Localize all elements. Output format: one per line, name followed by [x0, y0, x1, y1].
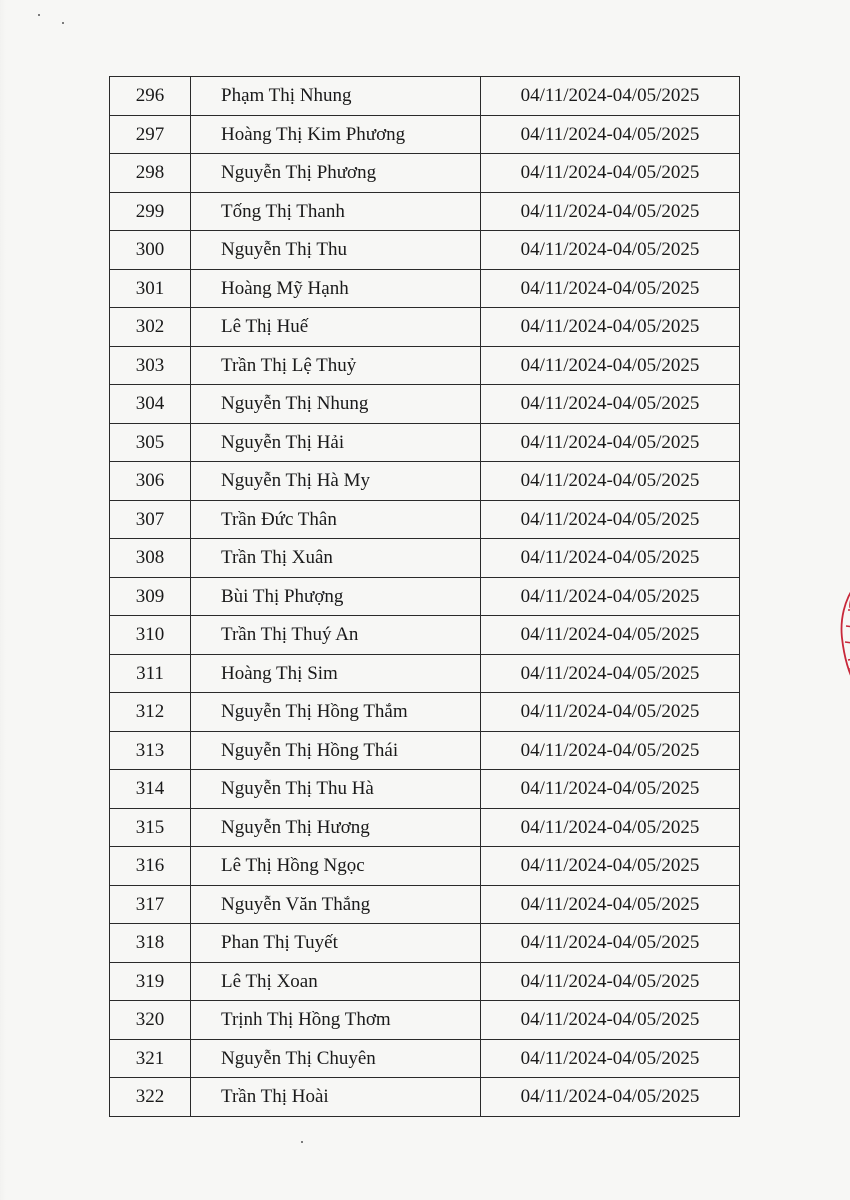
- date-range-cell: 04/11/2024-04/05/2025: [481, 693, 740, 732]
- row-number-cell: 320: [110, 1001, 191, 1040]
- row-number-cell: 301: [110, 269, 191, 308]
- full-name-cell: Trần Thị Hoài: [191, 1078, 481, 1117]
- table-row: [110, 231, 740, 270]
- row-number-cell: 317: [110, 885, 191, 924]
- row-number-cell: 322: [110, 1078, 191, 1117]
- date-range-cell: 04/11/2024-04/05/2025: [481, 115, 740, 154]
- date-range-cell: 04/11/2024-04/05/2025: [481, 1001, 740, 1040]
- row-number-cell: 305: [110, 423, 191, 462]
- row-number-cell: 321: [110, 1039, 191, 1078]
- date-range-cell: 04/11/2024-04/05/2025: [481, 269, 740, 308]
- row-number-cell: 313: [110, 731, 191, 770]
- date-range-cell: 04/11/2024-04/05/2025: [481, 192, 740, 231]
- table-row: [110, 308, 740, 347]
- row-number-cell: 310: [110, 616, 191, 655]
- full-name-cell: Phan Thị Tuyết: [191, 924, 481, 963]
- date-range-cell: 04/11/2024-04/05/2025: [481, 539, 740, 578]
- row-number-cell: 298: [110, 154, 191, 193]
- date-range-cell: 04/11/2024-04/05/2025: [481, 847, 740, 886]
- row-number-cell: 312: [110, 693, 191, 732]
- table-row: [110, 500, 740, 539]
- full-name-cell: Trần Thị Lệ Thuỷ: [191, 346, 481, 385]
- full-name-cell: Nguyễn Văn Thắng: [191, 885, 481, 924]
- row-number-cell: 309: [110, 577, 191, 616]
- full-name-cell: Trần Thị Xuân: [191, 539, 481, 578]
- full-name-cell: Nguyễn Thị Thu Hà: [191, 770, 481, 809]
- row-number-cell: 314: [110, 770, 191, 809]
- roster-table-body: [110, 77, 740, 1117]
- table-row: [110, 1078, 740, 1117]
- date-range-cell: 04/11/2024-04/05/2025: [481, 462, 740, 501]
- full-name-cell: Bùi Thị Phượng: [191, 577, 481, 616]
- table-row: [110, 770, 740, 809]
- row-number-cell: 308: [110, 539, 191, 578]
- full-name-cell: Nguyễn Thị Hải: [191, 423, 481, 462]
- table-row: [110, 385, 740, 424]
- date-range-cell: 04/11/2024-04/05/2025: [481, 770, 740, 809]
- table-row: [110, 1039, 740, 1078]
- full-name-cell: Hoàng Thị Kim Phương: [191, 115, 481, 154]
- date-range-cell: 04/11/2024-04/05/2025: [481, 654, 740, 693]
- row-number-cell: 307: [110, 500, 191, 539]
- table-row: [110, 462, 740, 501]
- scan-speck: [301, 1141, 303, 1143]
- table-row: [110, 885, 740, 924]
- table-row: [110, 539, 740, 578]
- table-row: [110, 654, 740, 693]
- roster-table: [109, 76, 740, 1117]
- table-row: [110, 693, 740, 732]
- date-range-cell: 04/11/2024-04/05/2025: [481, 808, 740, 847]
- table-row: [110, 192, 740, 231]
- red-seal-stamp-fragment-icon: [826, 580, 850, 690]
- table-row: [110, 847, 740, 886]
- table-row: [110, 577, 740, 616]
- row-number-cell: 311: [110, 654, 191, 693]
- date-range-cell: 04/11/2024-04/05/2025: [481, 577, 740, 616]
- date-range-cell: 04/11/2024-04/05/2025: [481, 962, 740, 1001]
- date-range-cell: 04/11/2024-04/05/2025: [481, 885, 740, 924]
- full-name-cell: Nguyễn Thị Hồng Thắm: [191, 693, 481, 732]
- table-row: [110, 423, 740, 462]
- scan-speck: [62, 22, 64, 24]
- row-number-cell: 303: [110, 346, 191, 385]
- date-range-cell: 04/11/2024-04/05/2025: [481, 500, 740, 539]
- row-number-cell: 302: [110, 308, 191, 347]
- roster-table-container: [109, 76, 739, 1117]
- full-name-cell: Lê Thị Xoan: [191, 962, 481, 1001]
- date-range-cell: 04/11/2024-04/05/2025: [481, 924, 740, 963]
- date-range-cell: 04/11/2024-04/05/2025: [481, 1039, 740, 1078]
- full-name-cell: Hoàng Thị Sim: [191, 654, 481, 693]
- full-name-cell: Tống Thị Thanh: [191, 192, 481, 231]
- table-row: [110, 346, 740, 385]
- full-name-cell: Nguyễn Thị Hương: [191, 808, 481, 847]
- full-name-cell: Nguyễn Thị Hà My: [191, 462, 481, 501]
- table-row: [110, 77, 740, 116]
- row-number-cell: 297: [110, 115, 191, 154]
- row-number-cell: 319: [110, 962, 191, 1001]
- row-number-cell: 315: [110, 808, 191, 847]
- table-row: [110, 154, 740, 193]
- table-row: [110, 616, 740, 655]
- date-range-cell: 04/11/2024-04/05/2025: [481, 731, 740, 770]
- full-name-cell: Lê Thị Huế: [191, 308, 481, 347]
- table-row: [110, 924, 740, 963]
- date-range-cell: 04/11/2024-04/05/2025: [481, 423, 740, 462]
- table-row: [110, 1001, 740, 1040]
- full-name-cell: Nguyễn Thị Thu: [191, 231, 481, 270]
- scan-speck: [38, 14, 40, 16]
- row-number-cell: 299: [110, 192, 191, 231]
- full-name-cell: Hoàng Mỹ Hạnh: [191, 269, 481, 308]
- table-row: [110, 808, 740, 847]
- date-range-cell: 04/11/2024-04/05/2025: [481, 154, 740, 193]
- full-name-cell: Trần Đức Thân: [191, 500, 481, 539]
- row-number-cell: 306: [110, 462, 191, 501]
- full-name-cell: Nguyễn Thị Chuyên: [191, 1039, 481, 1078]
- full-name-cell: Trịnh Thị Hồng Thơm: [191, 1001, 481, 1040]
- table-row: [110, 115, 740, 154]
- date-range-cell: 04/11/2024-04/05/2025: [481, 77, 740, 116]
- row-number-cell: 304: [110, 385, 191, 424]
- date-range-cell: 04/11/2024-04/05/2025: [481, 308, 740, 347]
- row-number-cell: 316: [110, 847, 191, 886]
- table-row: [110, 269, 740, 308]
- full-name-cell: Trần Thị Thuý An: [191, 616, 481, 655]
- date-range-cell: 04/11/2024-04/05/2025: [481, 346, 740, 385]
- full-name-cell: Phạm Thị Nhung: [191, 77, 481, 116]
- full-name-cell: Nguyễn Thị Nhung: [191, 385, 481, 424]
- table-row: [110, 962, 740, 1001]
- full-name-cell: Nguyễn Thị Hồng Thái: [191, 731, 481, 770]
- row-number-cell: 300: [110, 231, 191, 270]
- date-range-cell: 04/11/2024-04/05/2025: [481, 231, 740, 270]
- row-number-cell: 296: [110, 77, 191, 116]
- row-number-cell: 318: [110, 924, 191, 963]
- date-range-cell: 04/11/2024-04/05/2025: [481, 385, 740, 424]
- full-name-cell: Lê Thị Hồng Ngọc: [191, 847, 481, 886]
- date-range-cell: 04/11/2024-04/05/2025: [481, 1078, 740, 1117]
- date-range-cell: 04/11/2024-04/05/2025: [481, 616, 740, 655]
- full-name-cell: Nguyễn Thị Phương: [191, 154, 481, 193]
- table-row: [110, 731, 740, 770]
